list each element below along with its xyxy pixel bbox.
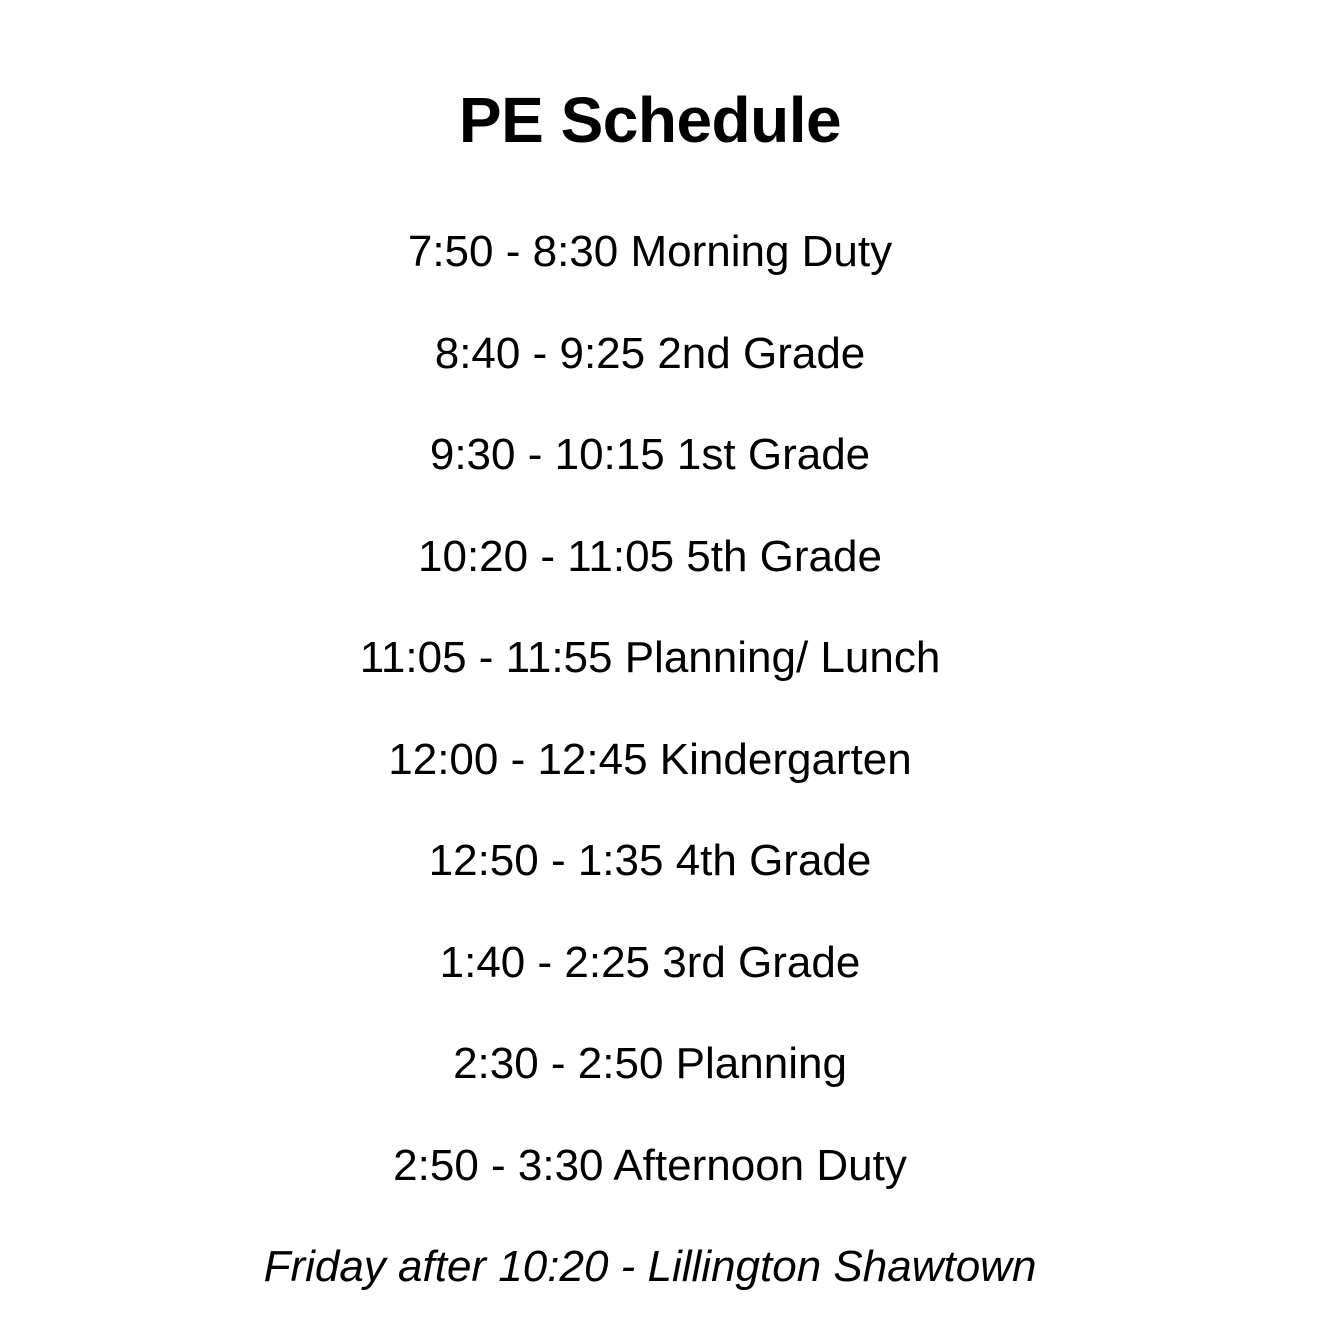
- schedule-line: 1:40 - 2:25 3rd Grade: [439, 938, 861, 987]
- schedule-line: 12:00 - 12:45 Kindergarten: [388, 735, 912, 784]
- schedule-line: 8:40 - 9:25 2nd Grade: [434, 329, 866, 378]
- page-title: PE Schedule: [458, 84, 842, 156]
- footer-note: Friday after 10:20 - Lillington Shawtown: [263, 1242, 1037, 1291]
- schedule-line: 10:20 - 11:05 5th Grade: [418, 532, 882, 581]
- schedule-line: 12:50 - 1:35 4th Grade: [428, 836, 872, 885]
- schedule-line: 11:05 - 11:55 Planning/ Lunch: [359, 633, 941, 682]
- schedule-line: 2:30 - 2:50 Planning: [453, 1039, 847, 1088]
- schedule-line: 9:30 - 10:15 1st Grade: [429, 430, 871, 479]
- schedule-line: 2:50 - 3:30 Afternoon Duty: [393, 1141, 907, 1190]
- schedule-line: 7:50 - 8:30 Morning Duty: [407, 227, 893, 276]
